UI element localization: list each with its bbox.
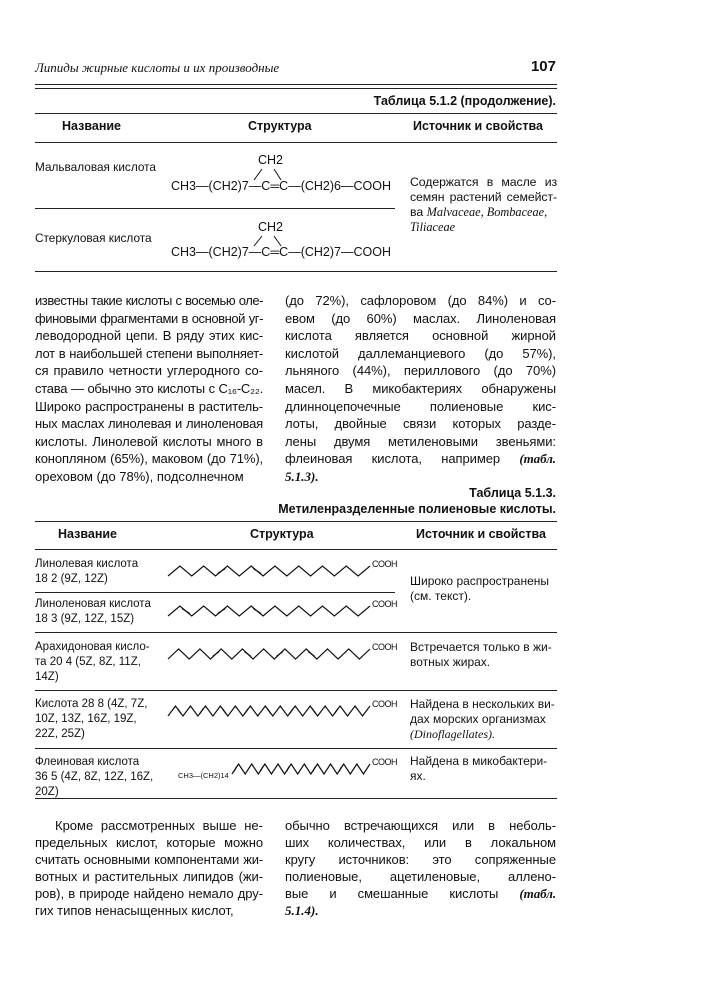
text-line: льняного (44%), периллового (до 70%): [285, 363, 556, 379]
source-text: [410, 697, 558, 742]
text-fragment: флеиновая кислота, например: [285, 451, 520, 467]
text-line: лот в наибольшей степени выполняет-: [35, 345, 263, 361]
table-caption: Таблица 5.1.2 (продолжение).: [373, 94, 556, 108]
acid-name-line: Линоленовая кислота: [35, 598, 151, 610]
plant-families: Malvaceae, Bombaceae,: [426, 205, 548, 219]
acid-name-line: 14Z): [35, 671, 59, 683]
acid-name: [35, 755, 163, 800]
source-line: (см. текст).: [410, 589, 472, 603]
text-line: обычно встречающихся или в неболь-: [285, 818, 556, 833]
table-rule: [35, 549, 557, 550]
acid-name-line: 36 5 (4Z, 8Z, 12Z, 16Z,: [35, 771, 154, 783]
table-rule: [35, 142, 557, 143]
double-bond: [253, 609, 261, 614]
source-line: вотных жирах.: [410, 655, 491, 669]
text-line: кругу источников: это сопряженные: [285, 852, 556, 867]
acid-name: [35, 697, 163, 742]
table-rule: [35, 521, 557, 522]
double-bond: [213, 652, 220, 657]
row-rule: [35, 798, 557, 799]
text-line: [285, 450, 556, 468]
skeletal-formula: [0, 0, 1, 1]
column-header-source: Источник и свойства: [416, 527, 546, 541]
source-line: Встречается только в жи-: [410, 640, 552, 654]
table-reference: 5.1.4).: [285, 903, 319, 918]
row-rule: [35, 748, 557, 749]
source-text: [410, 640, 558, 670]
source-line: Найдена в нескольких ви-: [410, 697, 555, 711]
source-text: [410, 175, 557, 235]
acid-name-line: 18 3 (9Z, 12Z, 15Z): [35, 613, 135, 625]
double-bond: [244, 652, 251, 657]
text-line: масел. В микобактериях обнаружены: [285, 380, 556, 396]
text-line: (до 72%), сафлоровом (до 84%) и со-: [285, 293, 556, 308]
acid-name-line: Флеиновая кислота: [35, 756, 140, 768]
table-rule: [35, 271, 557, 272]
text-line: става — обычно это кислоты с C₁₆-C₂₂.: [35, 380, 263, 396]
double-bond: [222, 709, 225, 714]
carbon-chain: [168, 649, 370, 659]
text-line: [285, 902, 556, 920]
double-bond: [177, 709, 180, 714]
double-bond: [200, 709, 203, 714]
acid-name: Мальваловая кислота: [35, 160, 156, 174]
text-fragment: вые и смешанные кислоты: [285, 886, 520, 901]
column-header-name: Название: [62, 119, 122, 133]
carboxyl-group: COOH: [372, 699, 397, 709]
text-line: предельных кислот, которые можно: [35, 835, 263, 850]
source-line: ях.: [410, 769, 426, 783]
text-line: [285, 468, 556, 486]
table-reference: (табл.: [519, 886, 556, 901]
source-text: [410, 754, 558, 784]
organism-name: (Dinoflagellates).: [410, 727, 495, 741]
source-line: Содержатся в масле из: [410, 175, 557, 189]
double-bond: [287, 767, 290, 772]
text-line: ров), в природе найдено немало дру-: [35, 886, 263, 901]
plant-families: Tiliaceae: [410, 220, 456, 234]
acid-name-line: 18 2 (9Z, 12Z): [35, 573, 108, 585]
double-bond: [260, 767, 263, 772]
running-title: Липиды жирные кислоты и их производные: [35, 60, 280, 75]
text-line: евом (до 60%) маслах. Линоленовая: [285, 310, 556, 326]
chain-prefix: CH3—(CH2)14: [178, 771, 229, 780]
page-number: 107: [530, 58, 556, 75]
acid-name-line: Арахидоновая кисло-: [35, 641, 150, 653]
double-bond: [218, 569, 226, 574]
acid-name-line: Кислота 28 8 (4Z, 7Z,: [35, 698, 148, 710]
text-line: конопляном (65%), маковом (до 71%),: [35, 451, 263, 467]
table-reference: (табл.: [519, 451, 556, 467]
table-rule: [35, 113, 557, 114]
text-line: гих типов ненасыщенных кислот,: [35, 903, 234, 918]
text-line: вотных и растительных липидов (жи-: [35, 869, 263, 884]
text-column-left: [35, 292, 263, 486]
row-rule: [35, 690, 557, 691]
text-line: Кроме рассмотренных выше не-: [55, 818, 263, 833]
double-bond: [218, 609, 226, 614]
text-column-right: [285, 292, 556, 486]
double-bond: [182, 609, 190, 614]
acid-name-line: Линолевая кислота: [35, 558, 139, 570]
text-line: Широко распространены в раститель-: [35, 398, 263, 414]
carboxyl-group: COOH: [372, 757, 397, 767]
double-bond: [276, 652, 283, 657]
text-line: [285, 885, 556, 902]
double-bond: [245, 709, 248, 714]
acid-name-line: 10Z, 13Z, 16Z, 19Z,: [35, 713, 137, 725]
source-line: Широко распространены: [410, 574, 550, 588]
acid-name-line: та 20 4 (5Z, 8Z, 11Z,: [35, 656, 141, 668]
acid-name-line: 22Z, 25Z): [35, 728, 85, 740]
carbon-chain: [168, 606, 370, 616]
carbon-chain: [168, 566, 370, 576]
table-reference: 5.1.3).: [285, 468, 319, 484]
text-line: ся правило четности углеродного со-: [35, 363, 263, 379]
header-rule-2: [35, 88, 557, 89]
text-line: известны такие кислоты с восемью оле-: [35, 293, 263, 308]
text-line: лоты, двойные связи которых разде-: [285, 416, 556, 432]
text-line: кислоты. Линолевой кислоты много в: [35, 433, 263, 449]
double-bond: [313, 767, 316, 772]
acid-name: Стеркуловая кислота: [35, 231, 152, 245]
source-text: [410, 574, 558, 604]
double-bond: [312, 709, 315, 714]
text-line: финовыми фрагментами в основной уг-: [35, 310, 263, 326]
double-bond: [339, 767, 342, 772]
text-line: длинноцепочечные полиеновые кис-: [285, 398, 556, 414]
double-bond: [234, 767, 237, 772]
double-bond: [253, 569, 261, 574]
text-line: кислотой даллеманциевого (до 57%),: [285, 345, 556, 361]
text-line: кислота является основной жирной: [285, 328, 556, 344]
formula-top: CH2: [258, 220, 284, 234]
text-line: ших количествах, или в локальном: [285, 835, 556, 850]
text-line: ореховом (до 78%), подсолнечном: [35, 468, 244, 484]
source-line: дах морских организмах: [410, 712, 546, 726]
acid-name: [35, 597, 163, 627]
source-line: семян растений семейст-: [410, 190, 557, 204]
text-line: лены двумя метиленовыми звеньями:: [285, 433, 556, 449]
double-bond: [267, 709, 270, 714]
row-rule: [35, 592, 395, 593]
double-bond: [308, 652, 315, 657]
table-caption: Таблица 5.1.3.: [469, 486, 556, 500]
text-line: считать основными компонентами жи-: [35, 852, 263, 867]
carboxyl-group: COOH: [372, 559, 397, 569]
carboxyl-group: COOH: [372, 599, 397, 609]
acid-name: [35, 640, 163, 685]
column-header-source: Источник и свойства: [413, 119, 543, 133]
text-line: полиеновые, ацетиленовые, аллено-: [285, 869, 556, 884]
formula-top: CH2: [258, 153, 284, 167]
double-bond: [335, 709, 338, 714]
column-header-structure: Структура: [248, 119, 312, 133]
source-line: Найдена в микобактери-: [410, 754, 548, 768]
source-line: ва: [410, 205, 427, 219]
text-column-right: [285, 817, 556, 920]
row-rule: [35, 632, 557, 633]
column-header-structure: Структура: [250, 527, 314, 541]
text-line: ных маслах линолевая и линоленовая: [35, 416, 263, 432]
formula: CH3—(CH2)7—C═C—(CH2)6—COOH: [171, 179, 391, 193]
column-header-name: Название: [58, 527, 118, 541]
text-column-left: [35, 817, 263, 919]
formula: CH3—(CH2)7—C═C—(CH2)7—COOH: [171, 245, 391, 259]
table-title: Метиленразделенные полиеновые кислоты.: [278, 502, 556, 516]
carboxyl-group: COOH: [372, 642, 397, 652]
acid-name-line: 20Z): [35, 786, 59, 798]
double-bond: [290, 709, 293, 714]
carbon-chain: [232, 764, 370, 774]
header-rule: [35, 84, 557, 85]
acid-name: [35, 557, 163, 587]
text-line: леводородной цепи. В ряду этих кис-: [35, 328, 263, 344]
row-rule: [35, 208, 395, 209]
